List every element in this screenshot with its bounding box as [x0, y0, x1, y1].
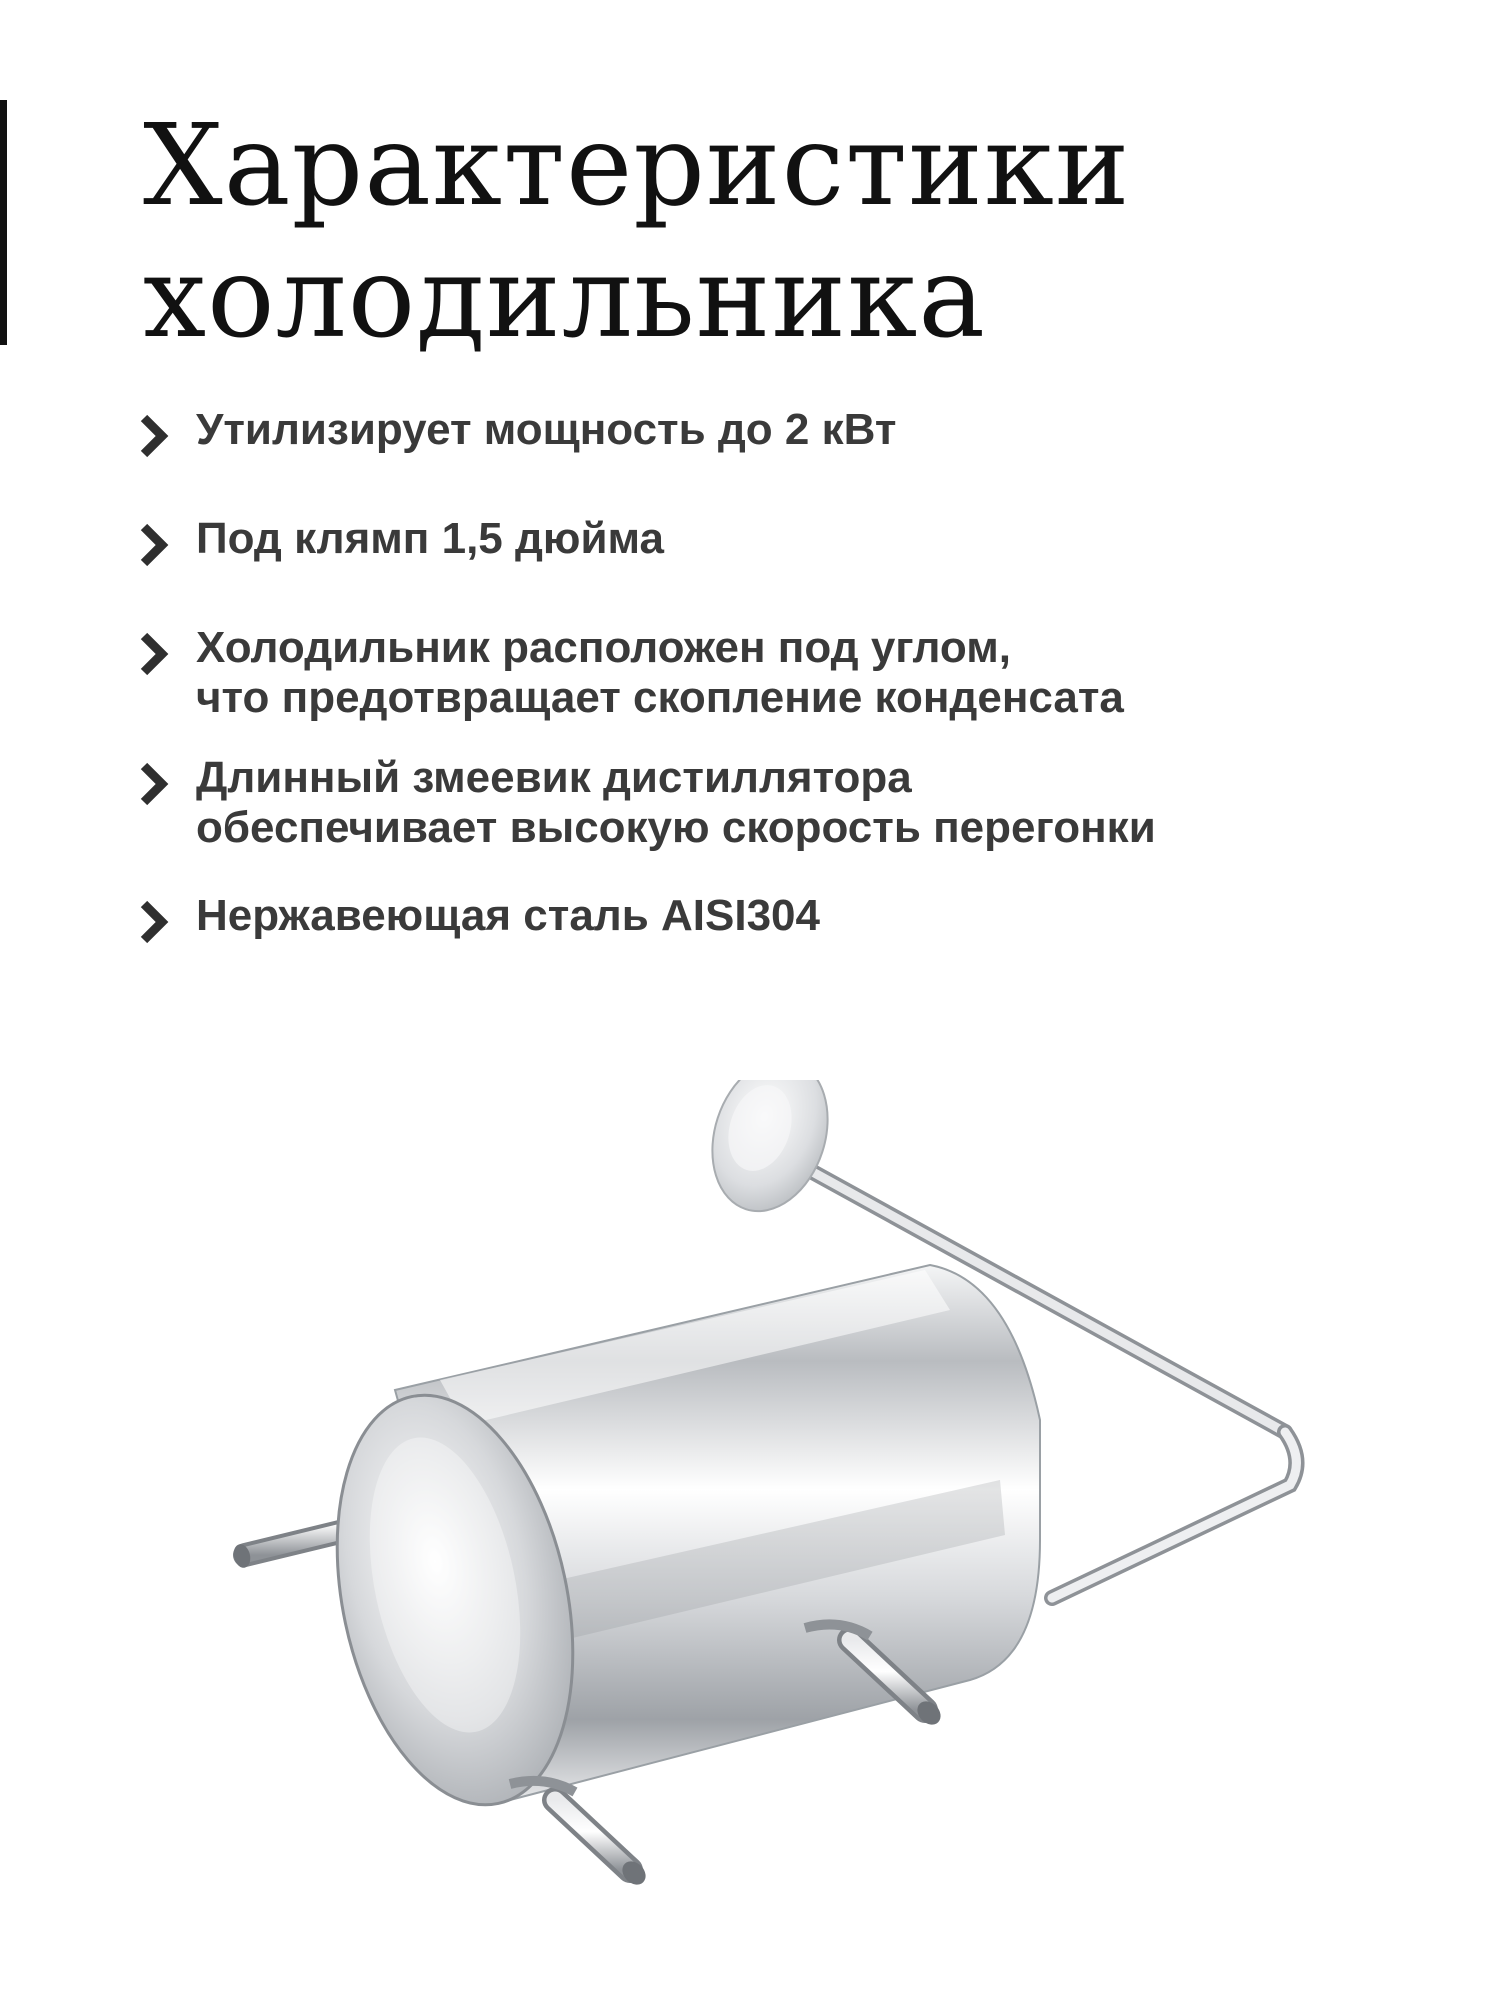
- feature-text-line: что предотвращает скопление конденсата: [196, 673, 1124, 722]
- chevron-right-icon: [138, 761, 170, 807]
- feature-text-line: Холодильник расположен под углом,: [196, 623, 1011, 672]
- feature-item: [138, 891, 1478, 945]
- feature-item: [138, 514, 1478, 568]
- feature-text: Под клямп 1,5 дюйма: [196, 514, 664, 563]
- chevron-right-icon: [138, 522, 170, 568]
- feature-item: [138, 405, 1478, 459]
- feature-item: [138, 623, 1478, 723]
- accent-bar: [0, 100, 7, 345]
- feature-text-line: Длинный змеевик дистиллятора: [196, 753, 912, 802]
- feature-text-line: обеспечивает высокую скорость перегонки: [196, 803, 1156, 852]
- page-title: [143, 100, 1131, 364]
- title-line-2: холодильника: [143, 233, 986, 363]
- feature-text: Нержавеющая сталь AISI304: [196, 891, 820, 940]
- product-image-condenser: [210, 1080, 1350, 1960]
- chevron-right-icon: [138, 899, 170, 945]
- feature-list: [138, 405, 1478, 945]
- chevron-right-icon: [138, 631, 170, 677]
- chevron-right-icon: [138, 413, 170, 459]
- feature-item: [138, 753, 1478, 853]
- feature-text: Утилизирует мощность до 2 кВт: [196, 405, 897, 454]
- title-line-1: Характеристики: [143, 101, 1131, 231]
